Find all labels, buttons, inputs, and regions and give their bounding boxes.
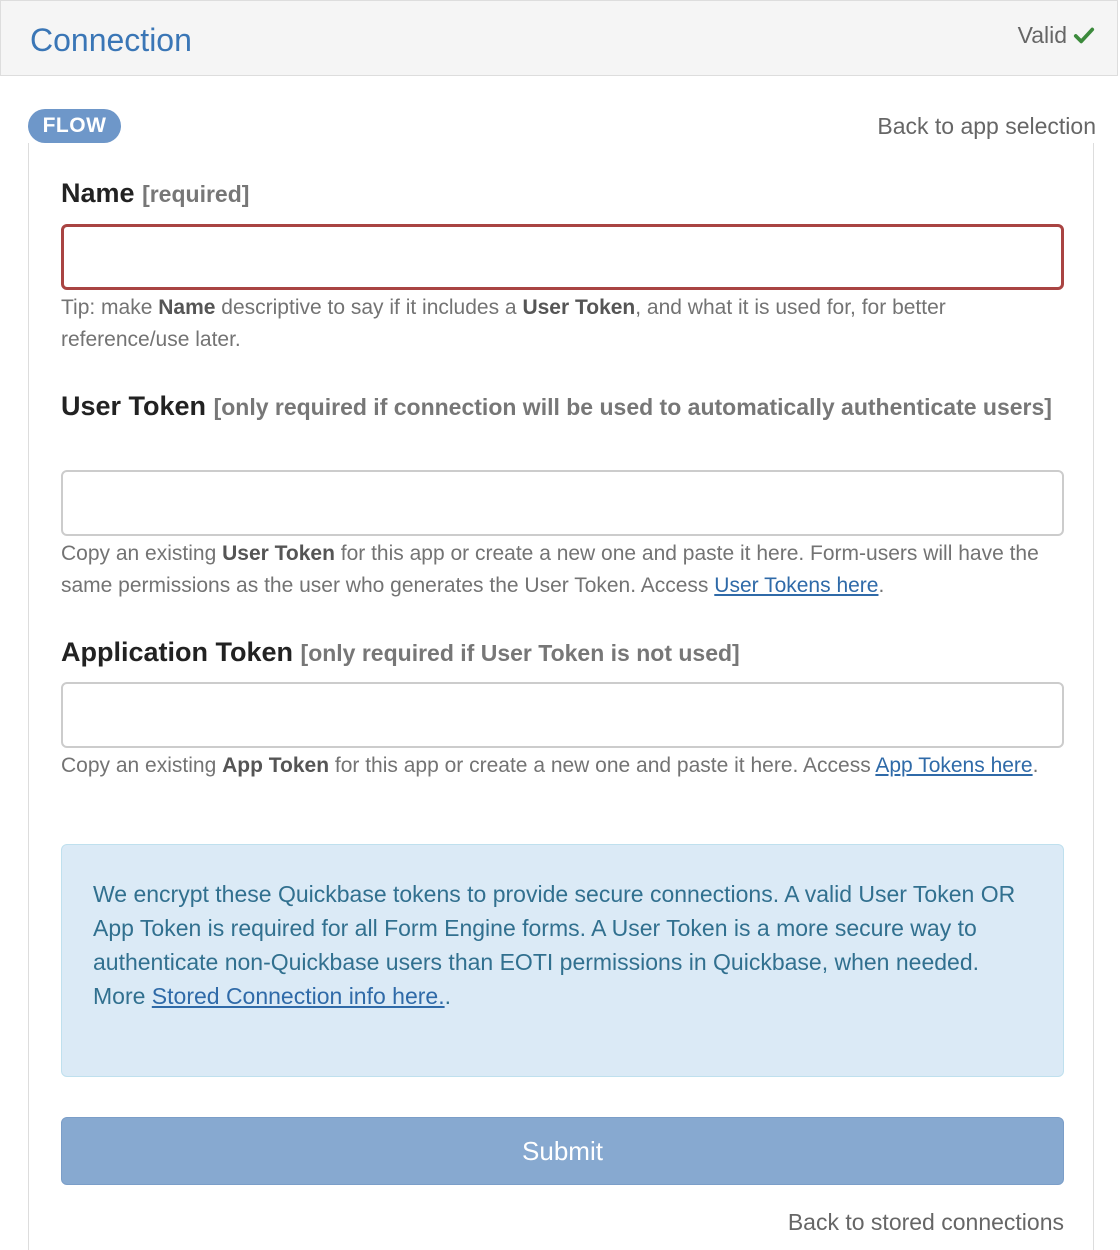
name-required-note: [required] [142, 181, 250, 207]
name-help-mid: descriptive to say if it includes a [215, 296, 523, 319]
user-token-label-text: User Token [61, 391, 207, 421]
app-tokens-link[interactable]: App Tokens here [875, 754, 1033, 777]
validity-status-label: Valid [1017, 22, 1067, 48]
stored-connection-info-link[interactable]: Stored Connection info here. [151, 983, 445, 1009]
info-alert-text: We encrypt these Quickbase tokens to provide secure connections. A valid User Token OR App Token is required for all Form Engine forms. A User Token is a more secure way to authenticate non-Quickbase users than EOTI permissions in Quickbase, when needed. [93, 881, 1016, 975]
app-token-help-suffix: . [1032, 754, 1039, 777]
user-token-help-suffix: . [878, 574, 885, 597]
app-token-label-text: Application Token [61, 637, 294, 667]
app-token-help-bold: App Token [222, 754, 330, 777]
submit-button[interactable]: Submit [61, 1117, 1064, 1185]
user-tokens-link[interactable]: User Tokens here [714, 574, 879, 597]
name-help-bold-user-token: User Token [522, 296, 636, 319]
back-to-stored-connections-link[interactable]: Back to stored connections [787, 1209, 1064, 1235]
name-help-text [61, 292, 1061, 356]
connection-header [0, 0, 1118, 76]
user-token-help-text [61, 538, 1061, 602]
user-token-label [61, 389, 1061, 425]
validity-status [1018, 19, 1095, 51]
info-alert-more-suffix: . [444, 983, 451, 1009]
name-label [61, 176, 1061, 212]
checkmark-icon [1073, 24, 1095, 46]
info-alert [61, 844, 1064, 1077]
user-token-help-prefix: Copy an existing [61, 542, 223, 565]
name-help-bold-name: Name [158, 296, 216, 319]
app-token-input[interactable] [61, 682, 1064, 748]
name-help-suffix: , and what it is used for, for better reference/use later. [61, 296, 946, 351]
app-token-help-mid: for this app or create a new one and paste it here. Access [329, 754, 876, 777]
app-token-qualifier: [only required if User Token is not used] [300, 640, 740, 666]
name-help-prefix: Tip: make [61, 296, 159, 319]
app-token-help-text [61, 750, 1061, 782]
app-token-label [61, 635, 1061, 671]
user-token-help-mid: for this app or create a new one and paste it here. Form-users will have the same permissions as the user who generates the User Token. Access [61, 542, 1039, 597]
back-to-app-selection-link[interactable]: Back to app selection [877, 113, 1096, 139]
flow-badge: FLOW [28, 109, 121, 143]
info-alert-more [93, 979, 1032, 1013]
header-title: Connection [30, 22, 192, 58]
name-label-text: Name [61, 178, 135, 208]
name-input[interactable] [61, 224, 1064, 290]
user-token-input[interactable] [61, 470, 1064, 536]
app-token-help-prefix: Copy an existing [61, 754, 223, 777]
user-token-qualifier: [only required if connection will be used to automatically authenticate users] [213, 394, 1052, 420]
user-token-help-bold: User Token [222, 542, 335, 565]
info-alert-more-prefix: More [93, 983, 152, 1009]
